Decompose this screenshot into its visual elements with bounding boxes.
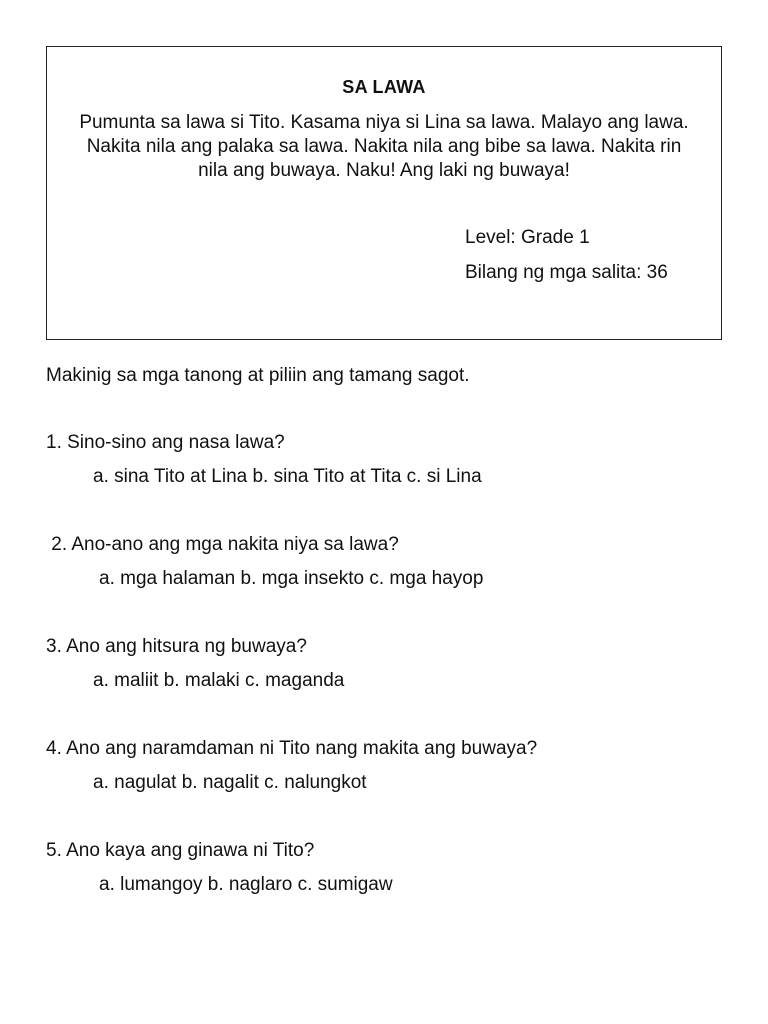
question-3-choices: a. maliit b. malaki c. maganda bbox=[93, 670, 345, 691]
question-1: 1. Sino-sino ang nasa lawa? bbox=[46, 432, 285, 453]
story-box bbox=[46, 46, 722, 340]
question-5-choices: a. lumangoy b. naglaro c. sumigaw bbox=[99, 874, 393, 895]
question-5: 5. Ano kaya ang ginawa ni Tito? bbox=[46, 840, 315, 861]
story-text: Pumunta sa lawa si Tito. Kasama niya si Lina sa lawa. Malayo ang lawa. Nakita nila ang palaka sa lawa. Nakita nila ang bibe sa lawa. Nakita rin nila ang buwaya. Naku! Ang laki ng buwaya! bbox=[79, 112, 689, 181]
level-label: Level: Grade 1 bbox=[465, 227, 590, 248]
question-4-choices: a. nagulat b. nagalit c. nalungkot bbox=[93, 772, 367, 793]
question-4: 4. Ano ang naramdaman ni Tito nang makita ang buwaya? bbox=[46, 738, 538, 759]
question-1-choices: a. sina Tito at Lina b. sina Tito at Tita c. si Lina bbox=[93, 466, 482, 487]
word-count-label: Bilang ng mga salita: 36 bbox=[465, 262, 668, 283]
instruction-text: Makinig sa mga tanong at piliin ang tamang sagot. bbox=[46, 365, 470, 386]
question-2: 2. Ano-ano ang mga nakita niya sa lawa? bbox=[46, 534, 399, 555]
question-3: 3. Ano ang hitsura ng buwaya? bbox=[46, 636, 307, 657]
story-title: SA LAWA bbox=[342, 77, 426, 97]
question-2-choices: a. mga halaman b. mga insekto c. mga hayop bbox=[99, 568, 484, 589]
